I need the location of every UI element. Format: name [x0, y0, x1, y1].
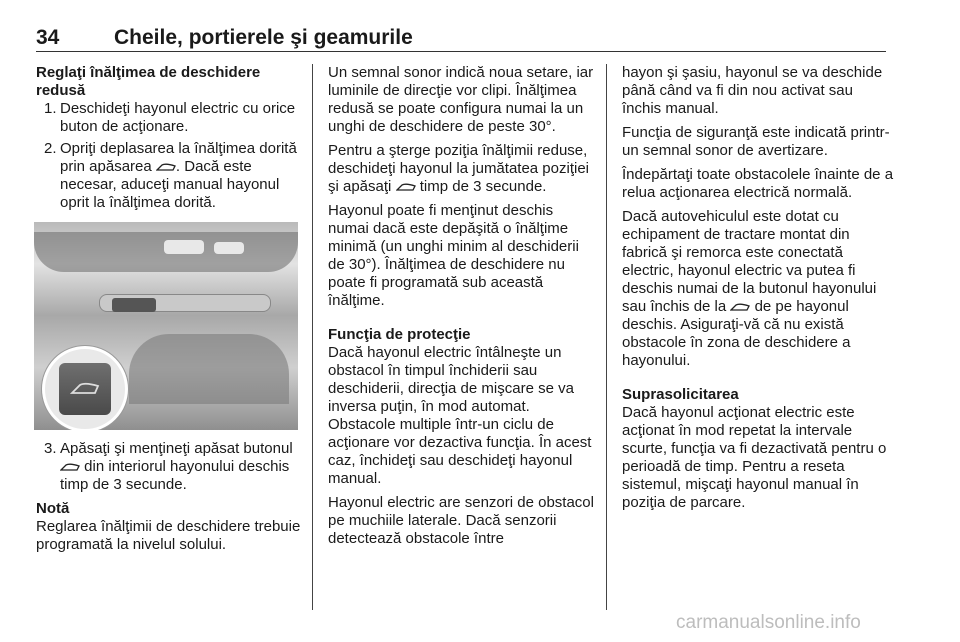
- paragraph-text: de pe hayonul deschis. Asiguraţi-vă că nu există obstacole în zona de deschidere a hayonului.: [622, 298, 851, 369]
- cargo-area: [129, 334, 289, 404]
- step-number: 2.: [44, 140, 57, 157]
- paragraph: Hayonul electric are senzori de obstacol pe muchiile laterale. Dacă senzorii detectează obstacole între: [328, 494, 594, 547]
- page-number: 34: [36, 26, 60, 49]
- tailgate-photo: [34, 222, 298, 430]
- list-item: [36, 140, 302, 212]
- column-left: [36, 64, 302, 560]
- watermark: carmanualsonline.info: [676, 612, 861, 633]
- list-item: [36, 440, 302, 494]
- list-item: [36, 100, 302, 136]
- page-title: Cheile, portierele şi geamurile: [114, 26, 413, 49]
- section-heading: Suprasolicitarea: [622, 386, 739, 403]
- paragraph: Un semnal sonor indică noua setare, iar luminile de direcţie vor clipi. Înălţimea redusă se poate configura numai la un unghi de deschidere de peste 30°.: [328, 64, 594, 135]
- tailgate-button-icon: [60, 462, 80, 472]
- paragraph: [328, 142, 598, 196]
- tailgate-button-icon: [730, 302, 750, 312]
- section-heading: Funcţia de protecţie: [328, 326, 471, 343]
- paragraph: Funcţia de siguranţă este indicată printr-un semnal sonor de avertizare.: [622, 124, 890, 159]
- light-lens: [214, 242, 244, 254]
- step-text: Apăsaţi şi menţineţi apăsat butonul: [60, 440, 293, 457]
- step-text: din interiorul hayonului deschis timp de 3 secunde.: [60, 458, 290, 493]
- paragraph: [622, 208, 894, 370]
- button-detail-inset: [42, 346, 128, 430]
- paragraph: Dacă hayonul acţionat electric este acţionat în mod repetat la intervale scurte, funcţia va fi dezactivată pentru o perioadă de timp. Pentru a reseta sistemul, mişcaţi hayonul manual în poziţia de parcare.: [622, 404, 887, 511]
- tailgate-button-icon: [70, 380, 100, 396]
- note-text: Reglarea înălţimii de deschidere trebuie programată la nivelul solului.: [36, 518, 301, 553]
- column-separator: [312, 64, 313, 610]
- step-text: Deschideţi hayonul electric cu orice buton de acţionare.: [60, 100, 296, 135]
- paragraph: hayon şi şasiu, hayonul se va deschide până când va fi din nou activat sau închis manual.: [622, 64, 883, 117]
- spacer: [622, 376, 894, 386]
- step-number: 1.: [44, 100, 57, 117]
- spacer: [328, 316, 598, 326]
- step-text: . Dacă este necesar, aduceţi manual hayonul oprit la înălţimea dorită.: [60, 158, 280, 211]
- paragraph: Hayonul poate fi menţinut deschis numai dacă este depăşită o înălţime minimă (un unghi minim al deschiderii de 30°). Înălţimea de deschidere nu poate fi programată sub această înălţime.: [328, 202, 579, 309]
- tailgate-button-icon: [156, 162, 176, 172]
- paragraph: Îndepărtaţi toate obstacolele înainte de a relua acţionarea electrică normală.: [622, 166, 894, 201]
- page-header: [36, 26, 886, 52]
- paragraph: Dacă hayonul electric întâlneşte un obstacol în timpul închiderii sau deschiderii, direcţia de mişcare se va inversa puţin, în mod automat. Obstacole multiple într-un ciclu de acţionare vor dezactiva funcţia. În acest caz, închideţi sau deschideţi hayonul manual.: [328, 344, 592, 487]
- step-text: Opriţi deplasarea la înălţimea dorită prin apăsarea: [60, 140, 297, 175]
- column-right: [622, 64, 894, 518]
- tailgate-switch-panel: [112, 298, 156, 312]
- column-separator: [606, 64, 607, 610]
- column-middle: [328, 64, 598, 554]
- section-heading: Reglaţi înălţimea de deschidere redusă: [36, 64, 261, 99]
- paragraph-text: timp de 3 secunde.: [419, 178, 547, 195]
- tailgate-button-icon: [396, 182, 416, 192]
- light-lens: [164, 240, 204, 254]
- header-rule: [36, 51, 886, 52]
- paragraph-text: Dacă autovehiculul este dotat cu echipament de tractare montat din fabrică şi remorca este conectată electric, hayonul electric va putea fi deschis numai de la butonul hayonului sau închis de la: [622, 208, 877, 315]
- note-heading: Notă: [36, 500, 70, 517]
- paragraph-text: Pentru a şterge poziţia înălţimii reduse, deschideţi hayonul la jumătatea poziţiei şi apăsaţi: [328, 142, 589, 195]
- step-number: 3.: [44, 440, 57, 457]
